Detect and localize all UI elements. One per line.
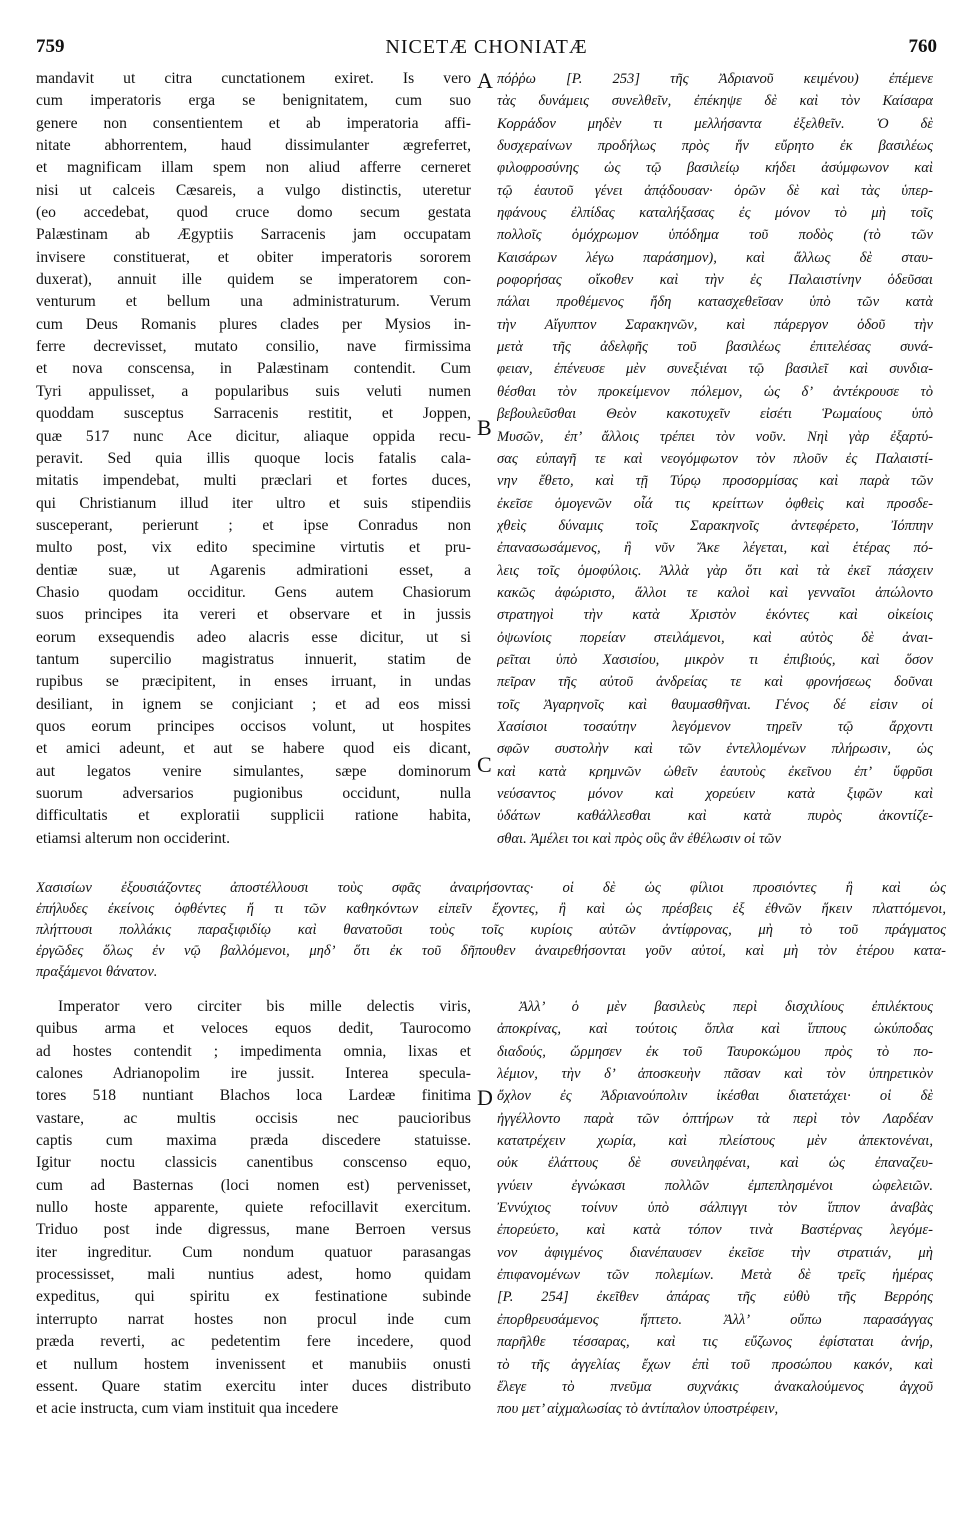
text-line: πολλοῖς ὁμόχρωμον ὑπόδημα τοῦ ποδὸς (τὸ τῶν	[497, 227, 933, 244]
text-line: ἐπήλυδες ἐκείνοις ὀφθέντες ἤ τι τῶν καθηκόντων εἰπεῖν ἔχοντες, ἢ καὶ ὡς πρέσβεις ἐξ ἐθνῶν ἥκειν πλαττόμενοι,	[36, 901, 946, 917]
text-line: χθεὶς δύναμις τοῖς Σαρακηνοῖς ἀντεφέρετο, Ἰόππην	[497, 517, 933, 534]
text-line: πόῤῥω [P. 253] τῆς Ἀδριανοῦ κειμένου) ἐπέμενε	[497, 71, 933, 87]
text-line: desiliant, in ignem se conjiciant ; et ad eos missi	[36, 695, 471, 713]
text-line: λέμιον, τὴν δ’ ἀποσκευὴν πᾶσαν καὶ τὸν ὑπηρετικὸν	[497, 1066, 933, 1083]
text-line: Μυσῶν, ἐπ’ ἄλλοις τρέπει τὸν νοῦν. Νηὶ γὰρ ἐξαρτύ-	[497, 428, 933, 445]
text-line: θέσθαι τὸν προκείμενον πόλεμον, ὡς δ’ ἀντέκρουσε τὸ	[497, 383, 933, 400]
text-line: ἐπορθρευσάμενος ἥπτετο. Ἀλλ’ οὔπω παρασάγγας	[497, 1311, 933, 1328]
text-line: iter ingreditur. Cum nondum quatuor parasangas	[36, 1243, 471, 1261]
text-line: (eo accedebat, quod cruce domo secum gestata	[36, 204, 471, 222]
text-line: [P. 254] ἐκεῖθεν ἀπάρας τῆς εὐθὺ τῆς Βερρόης	[497, 1289, 933, 1306]
text-line: Ἀλλ’ ὁ μὲν βασιλεὺς περὶ δισχιλίους ἐπιλέκτους	[519, 999, 933, 1015]
text-line: δυσχεραίνων προδήλως πρὸς ἥν εὔρητο ἐκ βασιλέως	[497, 138, 933, 155]
text-line: γνύειν ἐγνώκασι πολλῶν ἐμπεπλησμένοι ὠφελειῶν.	[497, 1177, 933, 1194]
text-line: σθαι. Ἀμέλει τοι καὶ πρὸς οὓς ἂν ἐθέλωσιν οἱ τῶν	[497, 830, 781, 847]
text-line: quos eorum principes occisos volunt, ut hospites	[36, 717, 471, 735]
text-line: multo post, vix edito specimine virtutis et pru-	[36, 539, 471, 557]
text-line: quoddam susceptus Sarracenis restitit, et Joppen,	[36, 405, 471, 423]
text-line: ad hostes contendit ; impedimenta omnia, lixas et	[36, 1042, 471, 1060]
text-line: invisere constituerat, et obiter imperatoris sororem	[36, 248, 471, 266]
text-line: genere non consentientem et ab imperatoria affi-	[36, 114, 471, 132]
text-line: tantum supercilio magistratus innuerit, statim de	[36, 650, 471, 668]
text-line: τὰς δυνάμεις συνελθεῖν, ἐπέκηψε δὲ καὶ τὸν Καίσαρα	[497, 93, 933, 110]
margin-marker-d: D	[477, 1085, 493, 1110]
latin-column-top	[36, 68, 471, 858]
text-line: rupibus se præcipitent, in enses irruant, in undas	[36, 673, 471, 691]
text-line: ἠγγέλλοντο παρὰ τῶν ὀπτήρων τὰ περὶ τὸν Λαρδέαν	[497, 1110, 933, 1127]
text-line: cum Deus Romanis plures clades per Mysios in-	[36, 315, 471, 333]
text-line: qui Christianum illud iter ultro et suis stipendiis	[36, 494, 471, 512]
text-line: πραξάμενοι θάνατον.	[36, 964, 158, 980]
text-line: suorum adversarios pugionibus occidunt, nulla	[36, 785, 471, 802]
text-line: vastare, ac multis occisis nec paucioribus	[36, 1109, 471, 1127]
text-line: etiamsi alterum non occiderint.	[36, 829, 230, 847]
text-line: ἔλεγε τὸ πνεῦμα συχνάκις ἀνακαλούμενος ἀγχοῦ	[497, 1378, 933, 1395]
text-line: πάλαι προθέμενος ἤδη κατασχεθεῖσαν ὑπὸ τῶν κατὰ	[497, 294, 933, 311]
text-line: Chasio quodam occiditur. Gens autem Chasiorum	[36, 583, 471, 601]
text-line: οὐκ ἐλάττους δὲ συνειληφέναι, καὶ ὡς ἐπαναζευ-	[497, 1155, 933, 1172]
page-number-left: 759	[36, 36, 65, 57]
text-line: ἐργῶδες ὅλως ἐν νῷ βαλλόμενοι, μηδ’ ὅτι ἐκ τοῦ δῆπουθεν ἀναιρεθήσονται γοῦν αὐτοί, καὶ μὴ τὸν ἑτέρου κατα-	[36, 943, 946, 959]
text-line: essent. Quare statim exercitu inter duces distributo	[36, 1377, 471, 1395]
text-line: nisi ut calceis Cæsareis, a vulgo distinctis, uteretur	[36, 181, 471, 199]
text-line: ρεῖται ὑπὸ Χασισίου, μικρὸν τι ἐπιβιούς, καὶ ὅσον	[497, 651, 933, 668]
text-line: eorum exsequendis adeo alacris esse dicitur, ut si	[36, 628, 471, 646]
text-line: ροφορήσας οἴκοθεν καὶ τὴν ἐς Παλαιστίνην ὁδεῦσαι	[497, 272, 933, 289]
text-line: πλήττουσι πολλάκις παραξιφιδίῳ καὶ θανατοῦσι τοὺς τοῖς κυρίοις αὐτῶν ἀντίφρονας, μὴ τὸ τοῦ πράγματος	[36, 922, 946, 938]
text-line: Tyri appulisset, a popularibus suis veluti numen	[36, 382, 471, 400]
text-line: Ἐννύχιος τοίνυν ὑπὸ σάλπιγγι τὸν ἵππον ἀναβὰς	[497, 1200, 933, 1217]
text-line: cum imperatoris erga se benignitatem, cum suo	[36, 92, 471, 110]
text-line: Χασισίων ἐξουσιάζοντες ἀποστέλλουσι τοὺς σφᾶς ἀναιρήσοντας· οἱ δὲ ὡς φίλιοι προσιόντες ἢ καὶ ὡς	[36, 880, 946, 896]
text-line: Igitur noctu classicis canentibus conscenso equo,	[36, 1154, 471, 1172]
text-line: expeditus, qui spiritu ex festinatione subinde	[36, 1288, 471, 1306]
text-line: aut legatos venire simulantes, sæpe dominorum	[36, 762, 471, 780]
text-line: difficultatis et exploratii supplicii ratione habita,	[36, 807, 471, 825]
text-line: ἀποκρίνας, καὶ τούτοις ὅπλα καὶ ἵππους ὠκύποδας	[497, 1021, 933, 1038]
text-line: ἐπιφανομένων τῶν πολεμίων. Μετὰ δὲ τρεῖς ἡμέρας	[497, 1267, 933, 1284]
text-line: παρῆλθε τέσσαρας, καὶ τις εὔζωνος ἐφίσταται ἀνήρ,	[497, 1334, 933, 1351]
text-line: τὴν Αἴγυπτον Σαρακηνῶν, καὶ πάρεργον ὁδοῦ τὴν	[497, 316, 933, 333]
text-line: νην ἔθετο, καὶ τῇ Τύρῳ προσορμίσας καὶ παρὰ τῶν	[497, 473, 933, 490]
text-line: interrupto narrat hostes non procul inde cum	[36, 1310, 471, 1328]
text-line: tores 518 nuntiant Blachos loca Lardeæ finitima	[36, 1087, 471, 1105]
margin-marker-c: C	[477, 752, 492, 777]
text-line: nitate abhorrentem, haud dissimulanter ægreferret,	[36, 137, 471, 155]
margin-marker-b: B	[477, 415, 492, 440]
greek-column-top	[497, 68, 933, 858]
text-line: Imperator vero circiter bis mille delectis viris,	[58, 998, 471, 1015]
text-line: Χασίσιοι τοσαύτην λεγόμενον τηρεῖν τῷ ἄρχοντι	[497, 718, 933, 735]
text-line: ὄχλον ἐς Ἀδριανούπολιν ἰκέσθαι διατετάχει· οἱ δὲ	[497, 1088, 933, 1105]
text-line: duxerat), annuit ille quidem se imperatorem con-	[36, 271, 471, 289]
text-line: calones Adrianopolim ire jussit. Interea specula-	[36, 1065, 471, 1083]
text-line: φιλοφροσύνης ὡς τῷ βασιλείῳ κήδει ἀσύμφωνον καὶ	[497, 160, 933, 177]
text-line: ἐπορεύετο, καὶ κατὰ τόπον τινὰ Βαστέρνας λεγόμε-	[497, 1222, 933, 1239]
text-line: που μετ’ αἰχμαλωσίας τὸ ἀντίπαλον ὑποστρέφειν,	[497, 1401, 779, 1418]
text-line: ὀψωνίοις πορείαν στειλάμενοι, καὶ αὐτὸς δὲ ἀναι-	[497, 629, 933, 646]
text-line: νον ἀφιγμένος διανέπαυσεν ἐκεῖσε τὴν στρατιάν, μὴ	[497, 1244, 933, 1261]
latin-column-bottom	[36, 996, 471, 1426]
text-line: κακῶς ἀφώριστο, ἄλλοι τε καλοὶ καὶ γενναῖοι ἀπώλοντο	[497, 584, 933, 601]
text-line: τοῖς Ἀγαρηνοῖς καὶ θαυμασθῆναι. Γένος δέ εἰσιν οἱ	[497, 696, 933, 713]
page-number-right: 760	[908, 36, 937, 57]
text-line: et nullum hostem invenissent et manubiis onusti	[36, 1355, 471, 1373]
text-line: ἐπανασωσάμενος, ἣ νῦν Ἄκε λέγεται, καὶ ἑτέρας πό-	[497, 540, 933, 557]
text-line: processisset, mali nuntius adest, homo quidam	[36, 1266, 471, 1284]
text-line: Palæstinam ab Ægyptiis Sarracenis jam occupatam	[36, 226, 471, 244]
text-line: dentiæ suæ, ut Agarenis admirationi esset, a	[36, 561, 471, 579]
text-line: ferre decrevisset, mutato consilio, nave firmissima	[36, 338, 471, 356]
text-line: et amici adeunt, et aut se habere quod eis dicant,	[36, 740, 471, 758]
text-line: τῷ ἑαυτοῦ γένει ἀπᾴδουσαν· ὁρῶν δὲ καὶ τὰς ὑπερ-	[497, 182, 933, 199]
text-line: et acie instructa, cum viam instituit qua incedere	[36, 1400, 339, 1418]
text-line: ὑδάτων καθάλλεσθαι καὶ κατὰ πυρὸς ἀκοντίζε-	[497, 808, 933, 825]
text-line: suos principes ita vereri et observare et in jussis	[36, 606, 471, 624]
text-line: λεις τοῖς ὁμοφύλοις. Ἀλλὰ γὰρ ὅτι καὶ τὰ ἐκεῖ πάσχειν	[497, 562, 933, 579]
text-line: peravit. Sed quia illis quoque locis fatalis cala-	[36, 449, 471, 467]
text-line: διαδούς, ὥρμησεν ἐκ τοῦ Ταυροκώμου πρὸς τὸ πο-	[497, 1043, 933, 1060]
text-line: σφῶν συστολὴν καὶ τῶν ἐντελλομένων πλήρωσιν, ὡς	[497, 741, 933, 758]
text-line: venturum et bellum una administraturum. Verum	[36, 293, 471, 311]
text-line: ηφάνους ἐλπίδας καταλήξασας ἐς μόνον τὸ μὴ τοῖς	[497, 205, 933, 222]
text-line: βεβουλεῦσθαι Θεὸν κακοτυχεῖν εἰσέτι Ῥωμαίους ὑπὸ	[497, 406, 933, 423]
text-line: Καισάρων λέγω παράσημον), καὶ ἄλλως δὲ σταυ-	[497, 249, 933, 266]
text-line: quibus arma et veloces equos dedit, Taurocomo	[36, 1020, 471, 1038]
text-line: σας εὐπαγῆ τε καὶ νεογόμφωτον τὸν πλοῦν ἐς Παλαιστί-	[497, 450, 933, 467]
text-line: nullo hoste apparente, quiete refocillavit exercitum.	[36, 1199, 471, 1217]
greek-column-bottom	[497, 996, 933, 1426]
text-line: ἐκεῖσε ὁμογενῶν οἷά τις κρείττων ὀφθεὶς καὶ προσδε-	[497, 495, 933, 512]
text-line: καὶ κατὰ κρημνῶν ὠθεῖν ἑαυτοὺς ἐκεῖνου ἐπ’ ὕφρῦσι	[497, 763, 933, 780]
greek-full-width-passage	[36, 878, 946, 986]
text-line: cum ad Basternas (loci nomen est) pervenisset,	[36, 1176, 471, 1194]
text-line: mitatis impendebat, multi præclari et fortes duces,	[36, 472, 471, 490]
text-line: πεῖραν τῆς αὐτοῦ ἀνδρείας τε καὶ φρονήσεως δοῦναι	[497, 674, 933, 691]
text-line: φειαν, ἐπένευσε μὲν συνεξιέναι τῷ βασιλεῖ καὶ συνδια-	[497, 361, 933, 378]
text-line: quæ 517 nunc Ace dicitur, aliaque oppida recu-	[36, 427, 471, 445]
text-line: susceperant, perierunt ; et ipse Conradus non	[36, 516, 471, 534]
text-line: et nova conscensa, in Palæstinam contendit. Cum	[36, 360, 471, 378]
text-line: et magnificam illam spem non aliud afferre cerneret	[36, 159, 471, 177]
text-line: præda reverti, ac pedetentim fere incedere, quod	[36, 1333, 471, 1351]
margin-marker-a: A	[477, 68, 493, 93]
running-header	[36, 36, 937, 66]
running-title: NICETÆ CHONIATÆ	[385, 36, 588, 58]
text-line: mandavit ut citra cunctationem exiret. Is vero	[36, 70, 471, 87]
text-line: Κορράδον μηδὲν τι μελλήσαντα ἐξελθεῖν. Ὁ δὲ	[497, 115, 933, 132]
text-line: στρατηγοὶ τὴν κατὰ Χριστὸν ἑκόντες καὶ οἰκείοις	[497, 607, 933, 624]
text-line: νεύσαντος μόνον καὶ χορεύειν κατὰ ξιφῶν καὶ	[497, 786, 933, 802]
text-line: κατατρέχειν χωρία, καὶ πλείστους μὲν ἀπεκτονέναι,	[497, 1133, 933, 1150]
text-line: Triduo post inde digressus, mane Berroen versus	[36, 1221, 471, 1239]
text-line: μετὰ τῆς ἀδελφῆς τοῦ βασιλέως ἐπιτελέσας συνά-	[497, 339, 933, 356]
text-line: τὸ τῆς ἀγγελίας ἔχων ἐπὶ τοῦ προσώπου κακόν, καὶ	[497, 1356, 933, 1373]
text-line: captis cum maxima præda discedere statuisse.	[36, 1132, 471, 1150]
